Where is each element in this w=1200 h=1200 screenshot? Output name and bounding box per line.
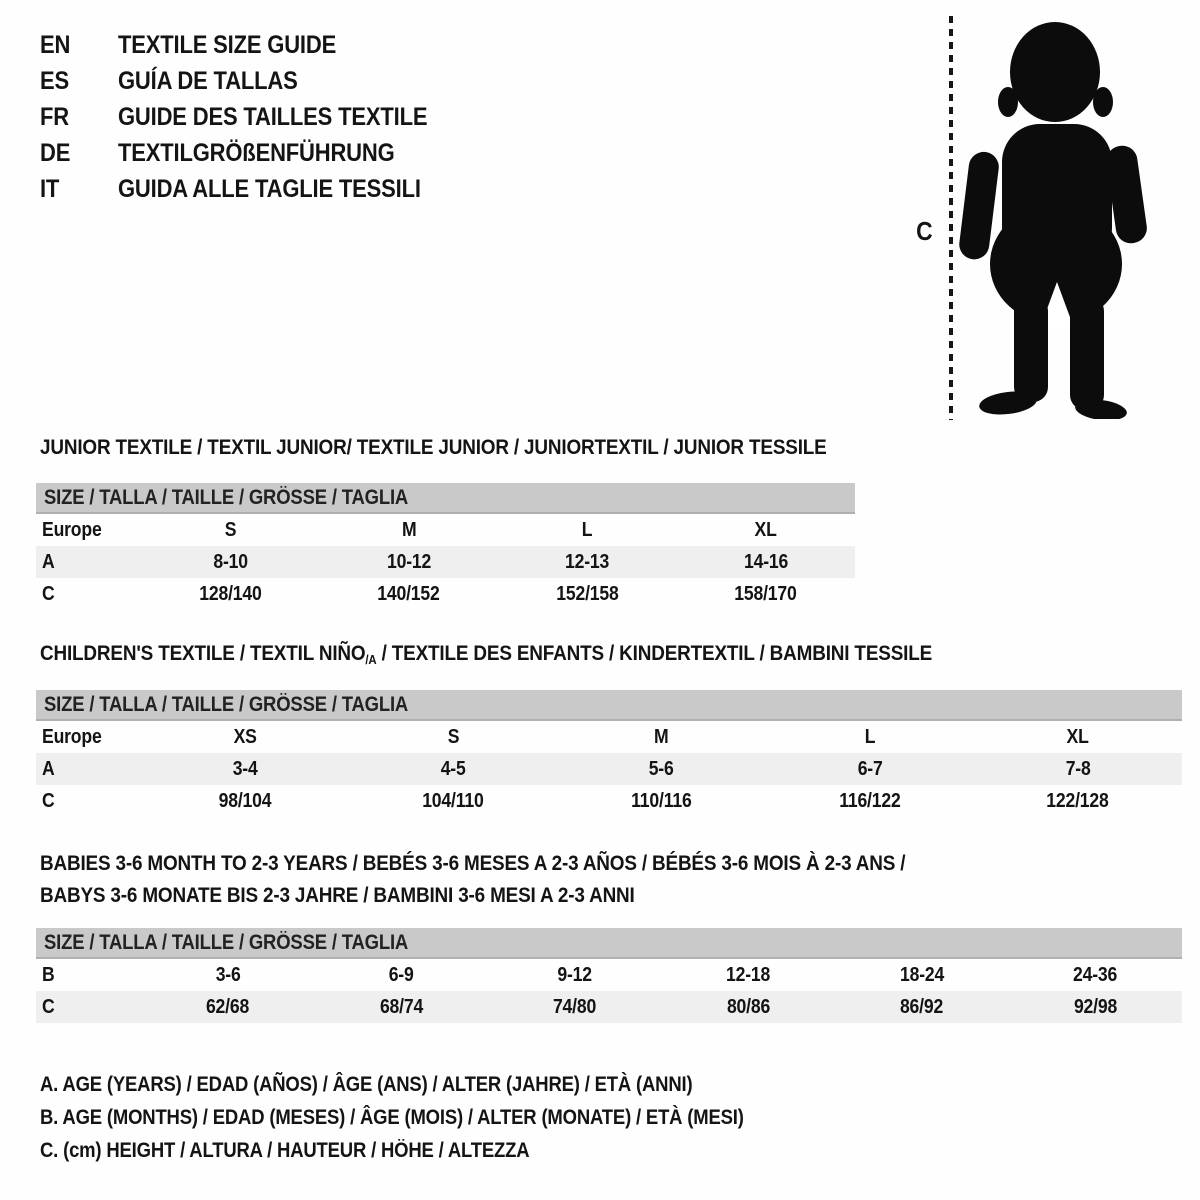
row-label-text: Europe	[42, 725, 102, 748]
table-cell-text: 6-7	[857, 757, 883, 780]
table-cell-text: 9-12	[557, 963, 593, 986]
language-code	[40, 67, 118, 96]
table-cell-text: 7-8	[1065, 757, 1091, 780]
table-cell-text: 12-18	[726, 963, 771, 986]
table-row-b	[36, 959, 1182, 991]
table-cell-text: 92/98	[1073, 995, 1117, 1018]
table-cell-text: 116/122	[839, 789, 901, 812]
language-row-de	[40, 135, 470, 171]
language-code	[40, 175, 118, 204]
table-cell	[1009, 964, 1183, 987]
table-cell	[141, 551, 320, 574]
table-row-europe	[36, 514, 855, 546]
language-row-fr	[40, 99, 470, 135]
table-cell	[498, 551, 677, 574]
language-code-text: FR	[40, 102, 69, 131]
height-measure-dashed-line	[949, 16, 953, 420]
row-label-text: C	[42, 789, 55, 812]
babies-section-title-line2	[40, 883, 716, 907]
table-row-c	[36, 991, 1182, 1023]
table-cell-text: 110/116	[631, 789, 692, 812]
row-label	[36, 583, 141, 606]
language-row-es	[40, 63, 470, 99]
table-cell-text: XL	[754, 518, 777, 541]
table-cell	[320, 551, 499, 574]
row-label-text: C	[42, 582, 55, 605]
table-cell	[677, 583, 856, 606]
table-cell-text: 68/74	[379, 995, 423, 1018]
row-label	[36, 964, 141, 987]
table-cell-text: 74/80	[553, 995, 597, 1018]
table-cell	[662, 996, 836, 1019]
table-cell	[141, 758, 349, 781]
table-cell-text: 152/158	[556, 582, 619, 605]
table-cell	[498, 519, 677, 542]
row-label	[36, 996, 141, 1019]
table-cell	[766, 790, 974, 813]
language-guide-title	[118, 175, 462, 204]
measure-label-c: C	[916, 216, 933, 246]
table-cell	[320, 583, 499, 606]
table-cell	[677, 519, 856, 542]
table-cell	[488, 964, 662, 987]
table-cell	[488, 996, 662, 1019]
table-cell-text: 12-13	[565, 550, 610, 573]
row-label-text: C	[42, 995, 55, 1018]
table-cell-text: 80/86	[726, 995, 770, 1018]
babies-section-title-line1	[40, 851, 1023, 875]
language-guide-title	[118, 139, 432, 168]
language-title-list	[40, 27, 470, 207]
language-code-text: IT	[40, 174, 60, 203]
table-cell	[662, 964, 836, 987]
toddler-silhouette-image	[958, 14, 1148, 419]
size-header-bar	[36, 690, 1182, 721]
table-cell	[349, 758, 557, 781]
junior-section-title	[40, 435, 934, 459]
legend	[40, 1068, 840, 1167]
table-cell	[141, 726, 349, 749]
table-cell	[974, 790, 1182, 813]
table-cell-text: 86/92	[900, 995, 944, 1018]
table-cell-text: 140/152	[377, 582, 440, 605]
table-cell-text: 8-10	[212, 550, 248, 573]
table-cell-text: L	[581, 518, 593, 541]
babies-size-table	[36, 928, 1182, 1023]
babies-title-line1-text: BABIES 3-6 MONTH TO 2-3 YEARS / BEBÉS 3-6 MESES A 2-3 AÑOS / BÉBÉS 3-6 MOIS À 2-3 ANS /	[40, 850, 906, 875]
table-cell-text: 3-4	[232, 757, 258, 780]
table-cell-text: 3-6	[215, 963, 241, 986]
row-label	[36, 551, 141, 574]
table-cell-text: S	[447, 725, 460, 748]
table-cell-text: 5-6	[649, 757, 674, 780]
table-cell-text: M	[401, 518, 416, 541]
table-row-a	[36, 753, 1182, 785]
children-section-title-text	[40, 641, 932, 667]
table-cell-text: 122/128	[1046, 789, 1110, 812]
row-label-text: B	[42, 963, 55, 986]
legend-line-a	[40, 1068, 840, 1101]
size-header-text: SIZE / TALLA / TAILLE / GRÖSSE / TAGLIA	[44, 930, 409, 954]
table-cell-text: M	[654, 725, 669, 748]
language-row-it	[40, 171, 470, 207]
table-cell	[835, 964, 1009, 987]
table-cell-text: 4-5	[440, 757, 466, 780]
legend-line-text: B. AGE (MONTHS) / EDAD (MESES) / ÂGE (MOIS) / ALTER (MONATE) / ETÀ (MESI)	[40, 1105, 744, 1129]
junior-section-title-text: JUNIOR TEXTILE / TEXTIL JUNIOR/ TEXTILE JUNIOR / JUNIORTEXTIL / JUNIOR TESSILE	[40, 434, 827, 459]
children-title-suffix: / TEXTILE DES ENFANTS / KINDERTEXTIL / BAMBINI TESSILE	[376, 641, 933, 665]
table-row-c	[36, 785, 1182, 817]
size-header-bar	[36, 928, 1182, 959]
size-header-text: SIZE / TALLA / TAILLE / GRÖSSE / TAGLIA	[44, 692, 409, 716]
table-cell-text: 62/68	[206, 995, 250, 1018]
language-code-text: DE	[40, 138, 71, 167]
table-cell	[557, 758, 765, 781]
table-cell-text: 128/140	[199, 582, 262, 605]
table-row-a	[36, 546, 855, 578]
language-code	[40, 103, 118, 132]
language-guide-title	[118, 67, 322, 96]
legend-line-c	[40, 1134, 840, 1167]
row-label-text: A	[42, 757, 55, 780]
table-cell	[349, 790, 557, 813]
table-cell	[557, 790, 765, 813]
language-code-text: ES	[40, 66, 69, 95]
table-cell-text: L	[864, 725, 875, 748]
children-title-prefix: CHILDREN'S TEXTILE / TEXTIL NIÑO	[40, 641, 366, 665]
legend-line-b	[40, 1101, 840, 1134]
table-cell	[766, 758, 974, 781]
table-cell	[315, 964, 489, 987]
table-cell	[141, 519, 320, 542]
junior-size-table	[36, 483, 855, 610]
table-cell	[1009, 996, 1183, 1019]
table-cell	[320, 519, 499, 542]
table-row-c	[36, 578, 855, 610]
table-cell	[315, 996, 489, 1019]
table-cell-text: 18-24	[899, 963, 944, 986]
table-cell	[974, 726, 1182, 749]
table-cell-text: 104/110	[422, 789, 485, 812]
language-guide-title-text: TEXTILE SIZE GUIDE	[118, 30, 337, 59]
table-cell-text: 14-16	[743, 550, 788, 573]
table-cell	[766, 726, 974, 749]
row-label-text: Europe	[42, 518, 102, 541]
table-cell-text: 10-12	[386, 550, 431, 573]
legend-line-text: C. (cm) HEIGHT / ALTURA / HAUTEUR / HÖHE / ALTEZZA	[40, 1138, 530, 1162]
size-header-text: SIZE / TALLA / TAILLE / GRÖSSE / TAGLIA	[44, 485, 409, 509]
row-label	[36, 790, 141, 813]
size-header-bar	[36, 483, 855, 514]
table-cell	[835, 996, 1009, 1019]
table-cell-text: XS	[233, 725, 257, 748]
language-code	[40, 31, 118, 60]
language-guide-title-text: GUIDA ALLE TAGLIE TESSILI	[118, 174, 421, 203]
table-cell-text: 98/104	[218, 789, 272, 812]
table-cell	[141, 583, 320, 606]
row-label-text: A	[42, 550, 55, 573]
row-label	[36, 519, 141, 542]
table-cell	[141, 790, 349, 813]
language-guide-title	[118, 103, 470, 132]
table-cell	[557, 726, 765, 749]
table-cell-text: 24-36	[1073, 963, 1118, 986]
language-guide-title-text: GUIDE DES TAILLES TEXTILE	[118, 102, 428, 131]
table-cell-text: 158/170	[734, 582, 797, 605]
row-label	[36, 726, 141, 749]
children-size-table	[36, 690, 1182, 817]
table-cell	[349, 726, 557, 749]
language-code-text: EN	[40, 30, 71, 59]
row-label	[36, 758, 141, 781]
language-row-en	[40, 27, 470, 63]
language-guide-title	[118, 31, 366, 60]
table-row-europe	[36, 721, 1182, 753]
table-cell-text: 6-9	[388, 963, 414, 986]
language-code	[40, 139, 118, 168]
table-cell	[141, 996, 315, 1019]
table-cell	[498, 583, 677, 606]
table-cell-text: S	[224, 518, 237, 541]
table-cell-text: XL	[1066, 725, 1089, 748]
language-guide-title-text: TEXTILGRÖßENFÜHRUNG	[118, 138, 395, 167]
table-cell	[677, 551, 856, 574]
children-title-subscript: /A	[365, 652, 377, 667]
language-guide-title-text: GUÍA DE TALLAS	[118, 66, 298, 95]
babies-title-line2-text: BABYS 3-6 MONATE BIS 2-3 JAHRE / BAMBINI 3-6 MESI A 2-3 ANNI	[40, 882, 635, 907]
children-section-title	[40, 642, 1054, 666]
table-cell	[974, 758, 1182, 781]
legend-line-text: A. AGE (YEARS) / EDAD (AÑOS) / ÂGE (ANS) / ALTER (JAHRE) / ETÀ (ANNI)	[40, 1072, 693, 1096]
table-cell	[141, 964, 315, 987]
